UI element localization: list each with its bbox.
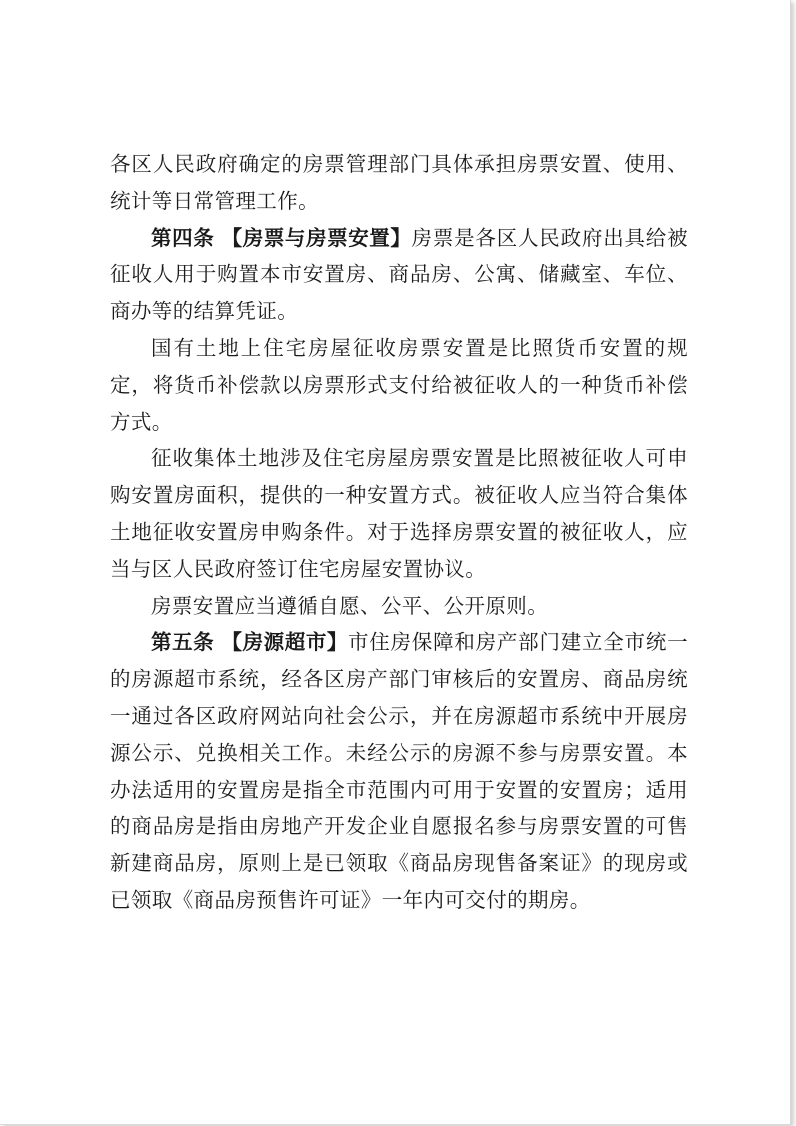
article-5-paragraph xyxy=(110,624,688,918)
paragraph-state-land-housing xyxy=(110,330,688,440)
paragraph-management-duty xyxy=(110,146,688,220)
document-body xyxy=(110,146,688,919)
article-4-number: 第四条 xyxy=(151,225,215,250)
article-5-number: 第五条 xyxy=(151,630,215,655)
article-5-heading: 【房源超市】 xyxy=(221,630,348,655)
paragraph-text: 国有土地上住宅房屋征收房票安置是比照货币安置的规定，将货币补偿款以房票形式支付给被征收人的一种货币补偿方式。 xyxy=(110,335,688,434)
article-4-paragraph xyxy=(110,220,688,330)
paragraph-collective-land-housing xyxy=(110,440,688,587)
paragraph-principles xyxy=(110,588,688,625)
paragraph-text: 各区人民政府确定的房票管理部门具体承担房票安置、使用、统计等日常管理工作。 xyxy=(110,152,688,213)
article-5-text: 市住房保障和房产部门建立全市统一的房源超市系统，经各区房产部门审核后的安置房、商品房统一通过各区政府网站向社会公示，并在房源超市系统中开展房源公示、兑换相关工作。未经公示的房源不参与房票安置。本办法适用的安置房是指全市范围内可用于安置的安置房；适用的商品房是指由房地产开发企业自愿报名参与房票安置的可售新建商品房，原则上是已领取《商品房现售备案证》的现房或已领取《商品房预售许可证》一年内可交付的期房。 xyxy=(110,630,688,912)
paragraph-text: 征收集体土地涉及住宅房屋房票安置是比照被征收人可申购安置房面积，提供的一种安置方式。被征收人应当符合集体土地征收安置房申购条件。对于选择房票安置的被征收人，应当与区人民政府签订住宅房屋安置协议。 xyxy=(110,446,688,581)
article-4-text: 房票是各区人民政府出具给被征收人用于购置本市安置房、商品房、公寓、储藏室、车位、商办等的结算凭证。 xyxy=(110,225,688,324)
paragraph-text: 房票安置应当遵循自愿、公平、公开原则。 xyxy=(151,593,549,618)
article-4-heading: 【房票与房票安置】 xyxy=(221,225,412,250)
